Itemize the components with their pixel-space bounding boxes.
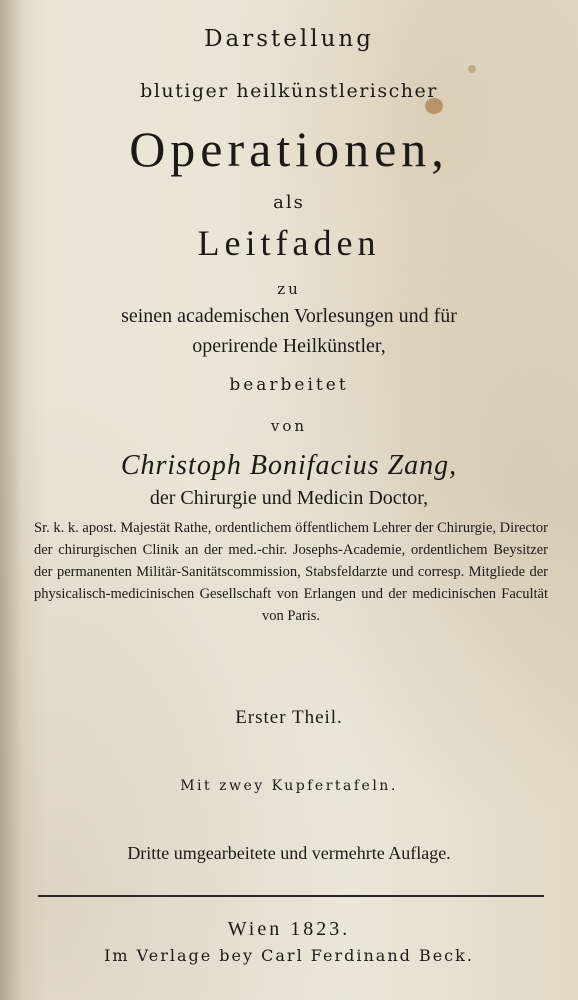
foxing-stain [468, 65, 476, 73]
edition-statement: Dritte umgearbeitete und vermehrte Auflage. [127, 843, 451, 863]
title-line-als: als [273, 192, 305, 213]
title-line-heilkuenstler: operirende Heilkünstler, [192, 335, 386, 357]
author-credentials: Sr. k. k. apost. Majestät Rathe, ordentlichem öffentlichem Lehrer der Chirurgie, Director der chirurgischen Clinik an der med.-chir. Josephs-Academie, ordentlichem Beysitzer der permanenten Militär-Sanitätscommission, Stabsfeldarzte und corresp. Mitgliede der physicalisch-medicinischen Gesellschaft von Erlangen und der medicinischen Facultät von Paris. [34, 520, 548, 624]
title-line-subtitle: blutiger heilkünstlerischer [140, 80, 438, 102]
title-line-leitfaden: Leitfaden [197, 223, 381, 263]
imprint-publisher: Im Verlage bey Carl Ferdinand Beck. [104, 946, 474, 965]
title-line-vorlesungen: seinen academischen Vorlesungen und für [121, 305, 457, 327]
title-line-operationen: Operationen, [129, 121, 449, 177]
volume-plates: Mit zwey Kupfertafeln. [180, 778, 398, 794]
title-line-darstellung: Darstellung [204, 26, 374, 52]
title-line-zu: zu [277, 280, 301, 298]
title-line-bearbeitet: bearbeitet [229, 375, 349, 395]
author-name: Christoph Bonifacius Zang, [120, 450, 458, 481]
imprint-divider [38, 895, 544, 897]
imprint-place-year: Wien 1823. [227, 918, 351, 940]
volume-part: Erster Theil. [235, 707, 343, 728]
author-degree: der Chirurgie und Medicin Doctor, [149, 487, 429, 509]
title-line-von: von [270, 417, 308, 435]
